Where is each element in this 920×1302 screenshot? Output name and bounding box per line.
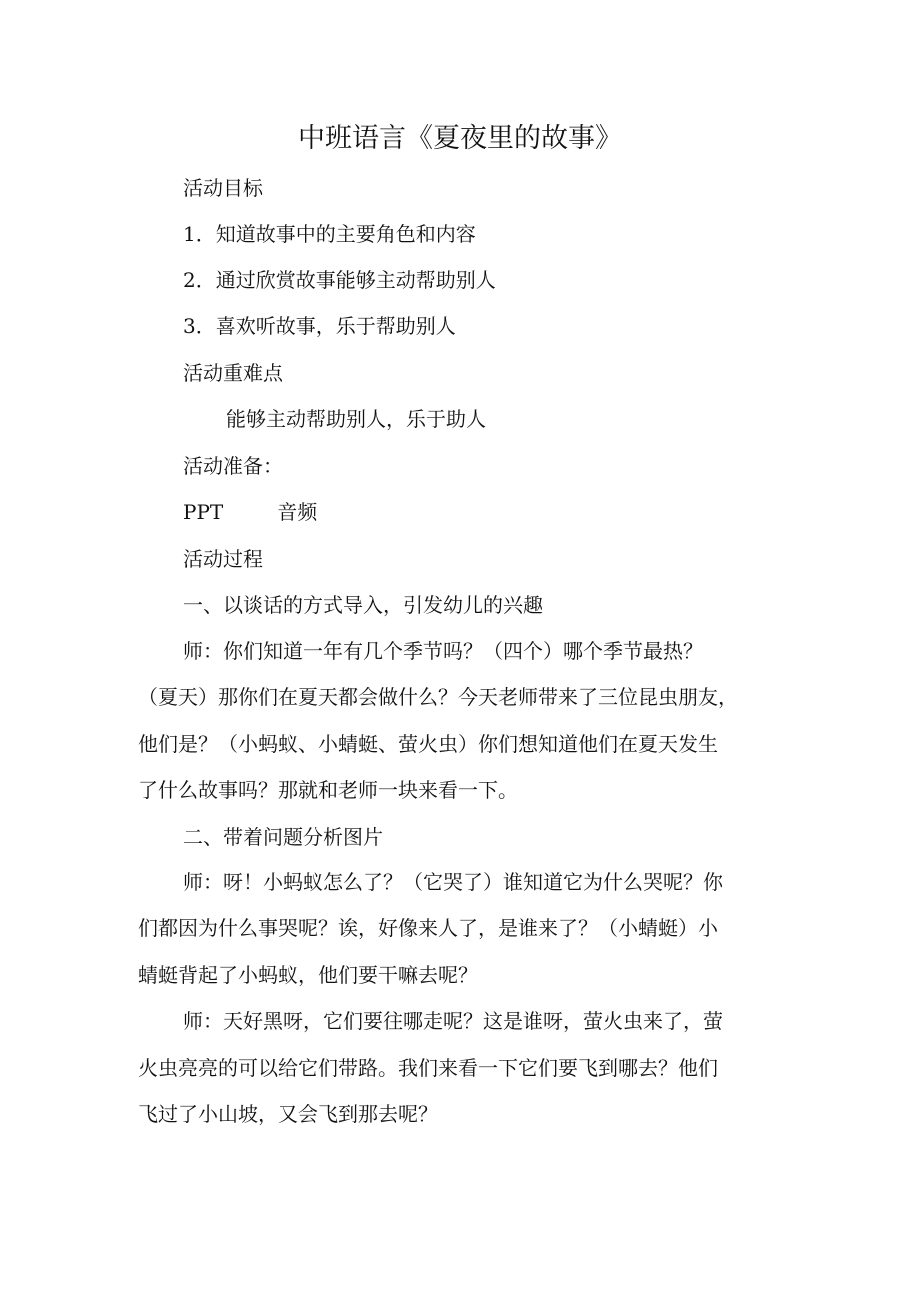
paragraph-line: （夏天）那你们在夏天都会做什么？今天老师带来了三位昆虫朋友，	[138, 685, 738, 709]
paragraph-line: 飞过了小山坡，又会飞到那去呢？	[138, 1102, 438, 1126]
key-point-text: 能够主动帮助别人，乐于助人	[226, 407, 486, 431]
paragraph-line: 们都因为什么事哭呢？诶，好像来人了，是谁来了？（小蜻蜓）小	[138, 916, 718, 940]
paragraph-line: 他们是？（小蚂蚁、小蜻蜓、萤火虫）你们想知道他们在夏天发生	[138, 732, 718, 756]
paragraph-line: 师：呀！小蚂蚁怎么了？（它哭了）谁知道它为什么哭呢？你	[183, 870, 723, 894]
goal-item-2: 2．通过欣赏故事能够主动帮助别人	[183, 268, 496, 292]
paragraph-line: 师：天好黑呀，它们要往哪走呢？这是谁呀，萤火虫来了，萤	[183, 1009, 723, 1033]
preparation-ppt: PPT	[183, 500, 224, 524]
goal-item-1: 1．知道故事中的主要角色和内容	[183, 222, 476, 246]
goal-item-3: 3．喜欢听故事，乐于帮助别人	[183, 314, 456, 338]
process-step-2-heading: 二、带着问题分析图片	[183, 825, 383, 849]
preparation-audio: 音频	[277, 500, 318, 524]
heading-key-points: 活动重难点	[183, 361, 283, 385]
process-step-1-heading: 一、以谈话的方式导入，引发幼儿的兴趣	[183, 593, 543, 617]
preparation-items	[183, 497, 317, 527]
heading-process: 活动过程	[183, 547, 263, 571]
document-title: 中班语言《夏夜里的故事》	[298, 123, 622, 154]
paragraph-line: 师：你们知道一年有几个季节吗？（四个）哪个季节最热？	[183, 639, 703, 663]
paragraph-line: 火虫亮亮的可以给它们带路。我们来看一下它们要飞到哪去？他们	[138, 1056, 718, 1080]
heading-preparation: 活动准备：	[183, 454, 283, 478]
paragraph-line: 蜻蜓背起了小蚂蚁，他们要干嘛去呢？	[138, 963, 478, 987]
heading-activity-goals: 活动目标	[183, 176, 263, 200]
paragraph-line: 了什么故事吗？那就和老师一块来看一下。	[138, 778, 518, 802]
